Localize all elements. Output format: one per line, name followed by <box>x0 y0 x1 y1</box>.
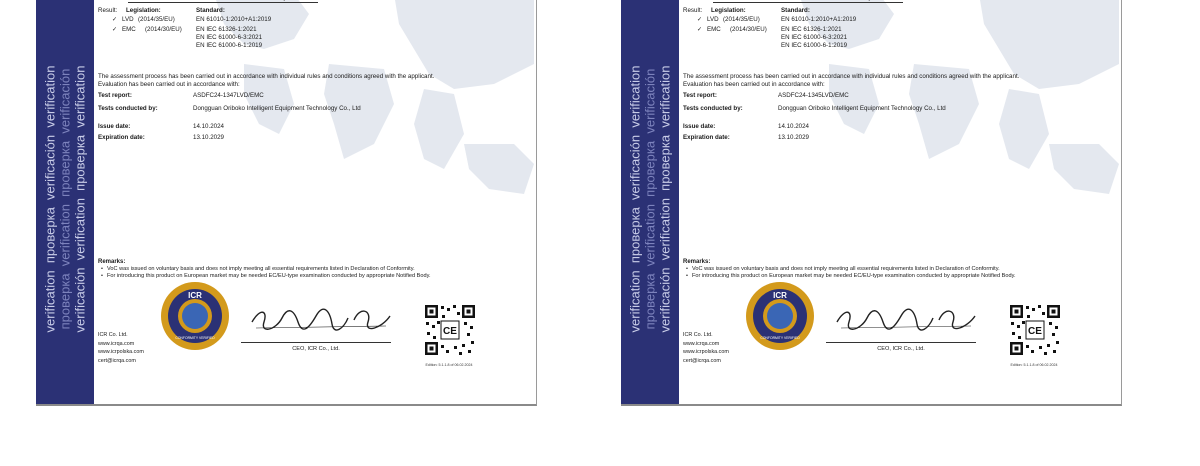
check-icon: ✓ <box>697 26 703 33</box>
remark-item: • For introducing this product on European market may be needed EC/EU-type examination conducted by appropriate Notified Body. <box>98 273 528 280</box>
signature-caption: CEO, ICR Co., Ltd. <box>877 346 925 352</box>
company-name: ICR Co. Ltd. <box>683 332 713 338</box>
ce-mark: CE <box>443 326 457 337</box>
band-text-row: проверка verification проверка verificación <box>57 68 73 330</box>
standard-item: EN IEC 61000-6-3:2021 <box>196 34 263 41</box>
standard-item: EN 61010-1:2010+A1:2019 <box>781 16 857 23</box>
assessment-paragraph <box>98 73 518 89</box>
standard-item: EN IEC 61000-6-3:2021 <box>781 34 848 41</box>
standard-header: Standard: <box>781 7 810 14</box>
field-label: Issue date: <box>98 123 131 130</box>
field-test-report <box>683 92 1103 101</box>
field-expiration-date <box>683 134 1103 143</box>
field-value: Dongguan Oriboko Intelligent Equipment Technology Co., Ltd <box>778 105 946 112</box>
seal-text: ICR <box>188 291 202 300</box>
legislation-name: EMC <box>707 26 721 33</box>
legislation-header: Legislation: <box>126 7 161 14</box>
band-text-row: verification проверка verificación verification <box>627 65 643 333</box>
signature-line <box>241 342 391 343</box>
standard-item: EN 61010-1:2010+A1:2019 <box>196 16 272 23</box>
band-text-row: проверка verification проверка verificación <box>642 68 658 330</box>
edition-text: Edition: 5.1.1.8 of 06.02.2024 <box>1010 363 1058 367</box>
evaluation-text: Evaluation has been carried out in accordance with: <box>683 81 825 88</box>
field-tests-conducted <box>98 105 518 114</box>
field-value: 13.10.2029 <box>778 134 809 141</box>
verification-band <box>621 0 679 404</box>
band-text-row: verification проверка verificación verification <box>42 65 58 333</box>
standard-item: EN IEC 61000-6-1:2019 <box>781 42 848 49</box>
field-label: Tests conducted by: <box>98 105 158 112</box>
field-value: ASDFC24-1345LVD/EMC <box>778 92 849 99</box>
field-test-report <box>98 92 518 101</box>
icr-seal-icon <box>745 281 815 351</box>
seal-text: ICR <box>773 291 787 300</box>
website-link[interactable]: www.icrqa.com <box>98 340 135 347</box>
certificate-left <box>36 0 537 406</box>
seal-ring-text: CONFORMITY VERIFIED <box>175 336 215 340</box>
field-expiration-date <box>98 134 518 143</box>
remarks-title: Remarks: <box>98 259 126 265</box>
ce-mark: CE <box>1028 326 1042 337</box>
doc-info-header <box>128 0 318 3</box>
legislation-directive: (2014/30/EU) <box>730 26 767 33</box>
seal-ring-text: CONFORMITY VERIFIED <box>760 336 800 340</box>
website-link[interactable]: www.icrpolska.com <box>98 349 144 355</box>
remark-item: • For introducing this product on European market may be needed EC/EU-type examination conducted by appropriate Notified Body. <box>683 273 1113 280</box>
remarks-section <box>683 259 1113 280</box>
signature-image <box>831 300 981 336</box>
field-label: Test report: <box>98 92 132 99</box>
website-link[interactable]: www.icrpolska.com <box>683 349 729 355</box>
assessment-paragraph <box>683 73 1103 89</box>
edition-text: Edition: 5.1.1.8 of 06.02.2024 <box>425 363 473 367</box>
signature-caption: CEO, ICR Co., Ltd. <box>292 346 340 352</box>
verification-band <box>36 0 94 404</box>
legislation-directive: (2014/35/EU) <box>723 16 760 23</box>
field-tests-conducted <box>683 105 1103 114</box>
assessment-text: The assessment process has been carried out in accordance with individual rules and conditions agreed with the applicant. <box>683 73 1020 80</box>
band-text-row: verificación verification проверка verification <box>72 65 88 333</box>
field-value: ASDFC24-1347LVD/EMC <box>193 92 264 99</box>
remarks-title: Remarks: <box>683 259 711 265</box>
standard-item: EN IEC 61326-1:2021 <box>781 26 842 33</box>
legislation-name: LVD <box>707 16 719 23</box>
remark-item: • VoC was issued on voluntary basis and does not imply meeting all essential requirements listed in Declaration of Conformity. <box>98 266 528 273</box>
doc-info-header <box>713 0 903 3</box>
field-issue-date <box>683 123 1103 132</box>
result-label: Result: <box>683 7 703 14</box>
email-link[interactable]: cert@icrqa.com <box>98 357 136 364</box>
check-icon: ✓ <box>112 16 118 23</box>
email-link[interactable]: cert@icrqa.com <box>683 357 721 364</box>
signature-image <box>246 300 396 336</box>
contact-block <box>98 331 144 365</box>
field-label: Test report: <box>683 92 717 99</box>
field-value: 14.10.2024 <box>193 123 224 130</box>
legislation-directive: (2014/35/EU) <box>138 16 175 23</box>
standard-header: Standard: <box>196 7 225 14</box>
check-icon: ✓ <box>112 26 118 33</box>
legislation-name: LVD <box>122 16 134 23</box>
standard-item: EN IEC 61000-6-1:2019 <box>196 42 263 49</box>
result-label: Result: <box>98 7 118 14</box>
company-name: ICR Co. Ltd. <box>98 332 128 338</box>
field-label: Expiration date: <box>683 134 730 141</box>
field-value: 14.10.2024 <box>778 123 809 130</box>
check-icon: ✓ <box>697 16 703 23</box>
field-label: Tests conducted by: <box>683 105 743 112</box>
field-label: Issue date: <box>683 123 716 130</box>
standard-item: EN IEC 61326-1:2021 <box>196 26 257 33</box>
legislation-name: EMC <box>122 26 136 33</box>
field-label: Expiration date: <box>98 134 145 141</box>
evaluation-text: Evaluation has been carried out in accordance with: <box>98 81 240 88</box>
field-issue-date <box>98 123 518 132</box>
field-value: 13.10.2029 <box>193 134 224 141</box>
legislation-directive: (2014/30/EU) <box>145 26 182 33</box>
qr-code-icon <box>424 304 476 356</box>
remark-item: • VoC was issued on voluntary basis and does not imply meeting all essential requirements listed in Declaration of Conformity. <box>683 266 1113 273</box>
field-value: Dongguan Oriboko Intelligent Equipment Technology Co., Ltd <box>193 105 361 112</box>
legislation-header: Legislation: <box>711 7 746 14</box>
contact-block <box>683 331 729 365</box>
assessment-text: The assessment process has been carried out in accordance with individual rules and conditions agreed with the applicant. <box>98 73 435 80</box>
signature-line <box>826 342 976 343</box>
website-link[interactable]: www.icrqa.com <box>683 340 720 347</box>
band-text-row: verificación verification проверка verification <box>657 65 673 333</box>
qr-code-icon <box>1009 304 1061 356</box>
certificate-right <box>621 0 1122 406</box>
remarks-section <box>98 259 528 280</box>
icr-seal-icon <box>160 281 230 351</box>
